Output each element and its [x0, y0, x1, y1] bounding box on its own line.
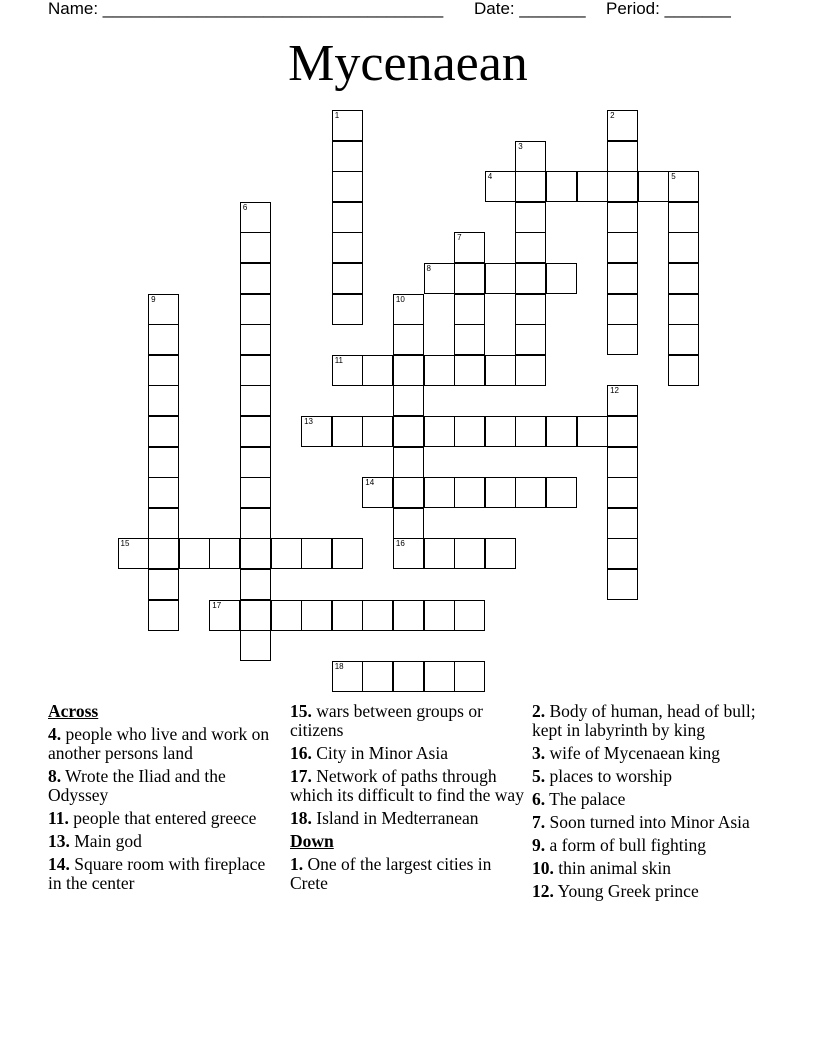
crossword-cell[interactable]	[301, 538, 332, 569]
crossword-cell[interactable]	[332, 110, 363, 141]
crossword-cell[interactable]	[454, 324, 485, 355]
crossword-cell[interactable]	[607, 416, 638, 447]
crossword-cell[interactable]	[332, 171, 363, 202]
clue-number: 14	[365, 478, 375, 488]
crossword-cell[interactable]	[148, 447, 179, 478]
crossword-cell[interactable]	[240, 508, 271, 539]
clues-column-2	[290, 702, 525, 897]
clue-number: 2	[610, 111, 615, 120]
clue-number: 3	[518, 141, 523, 151]
crossword-cell[interactable]	[271, 600, 302, 631]
clue-across-11: 11. people that entered greece	[48, 808, 257, 828]
crossword-cell[interactable]	[454, 477, 485, 508]
crossword-cell[interactable]	[240, 202, 271, 233]
crossword-cell[interactable]	[454, 355, 485, 386]
crossword-cell[interactable]	[546, 171, 577, 202]
crossword-cell[interactable]	[240, 385, 271, 416]
crossword-cell[interactable]	[362, 416, 393, 447]
crossword-cell[interactable]	[668, 355, 699, 386]
crossword-cell[interactable]	[209, 600, 240, 631]
crossword-cell[interactable]	[148, 477, 179, 508]
crossword-cell[interactable]	[607, 171, 638, 202]
crossword-cell[interactable]	[424, 263, 455, 294]
crossword-cell[interactable]	[118, 538, 149, 569]
crossword-cell[interactable]	[301, 416, 332, 447]
crossword-cell[interactable]	[240, 416, 271, 447]
crossword-cell[interactable]	[148, 324, 179, 355]
crossword-cell[interactable]	[393, 538, 424, 569]
crossword-cell[interactable]	[240, 263, 271, 294]
crossword-cell[interactable]	[393, 294, 424, 325]
clue-across-13: 13. Main god	[48, 831, 142, 851]
crossword-cell[interactable]	[607, 324, 638, 355]
crossword-cell[interactable]	[393, 416, 424, 447]
crossword-cell[interactable]	[607, 202, 638, 233]
crossword-cell[interactable]	[454, 294, 485, 325]
crossword-cell[interactable]	[332, 294, 363, 325]
crossword-cell[interactable]	[638, 171, 669, 202]
crossword-cell[interactable]	[148, 294, 179, 325]
crossword-cell[interactable]	[485, 263, 516, 294]
crossword-cell[interactable]	[301, 600, 332, 631]
crossword-cell[interactable]	[148, 538, 179, 569]
clues-column-1	[48, 702, 283, 897]
clue-down-1: 1. One of the largest cities in Crete	[290, 854, 492, 893]
crossword-cell[interactable]	[393, 385, 424, 416]
crossword-cell[interactable]	[332, 141, 363, 172]
clue-number: 6	[242, 202, 248, 212]
clue-down-12: 12. Young Greek prince	[532, 881, 699, 901]
crossword-cell[interactable]	[179, 538, 210, 569]
crossword-cell[interactable]	[332, 600, 363, 631]
crossword-cell[interactable]	[393, 355, 424, 386]
crossword-cell[interactable]	[668, 232, 699, 263]
clue-number: 1	[334, 111, 340, 120]
clues-column-3	[532, 702, 767, 905]
crossword-cell[interactable]	[454, 661, 485, 692]
crossword-cell[interactable]	[515, 477, 546, 508]
crossword-cell[interactable]	[515, 263, 546, 294]
crossword-cell[interactable]	[607, 447, 638, 478]
crossword-cell[interactable]	[485, 171, 516, 202]
clue-across-4: 4. people who live and work on another persons land	[48, 724, 270, 763]
clue-down-7: 7. Soon turned into Minor Asia	[532, 812, 750, 832]
crossword-cell[interactable]	[607, 477, 638, 508]
crossword-cell[interactable]	[332, 202, 363, 233]
clue-across-16: 16. City in Minor Asia	[290, 743, 448, 763]
crossword-cell[interactable]	[607, 508, 638, 539]
crossword-cell[interactable]	[362, 477, 393, 508]
crossword-cell[interactable]	[485, 416, 516, 447]
crossword-cell[interactable]	[607, 569, 638, 600]
date-field-label[interactable]: Date: _______	[474, 0, 586, 18]
clue-number: 5	[671, 172, 676, 182]
clue-number: 11	[334, 355, 343, 365]
clue-down-3: 3. wife of Mycenaean king	[532, 743, 721, 763]
crossword-cell[interactable]	[424, 600, 455, 631]
clue-number: 13	[304, 417, 313, 426]
crossword-cell[interactable]	[577, 416, 608, 447]
clue-number: 16	[395, 539, 405, 549]
clue-across-15: 15. wars between groups or citizens	[290, 701, 483, 740]
crossword-cell[interactable]	[607, 110, 638, 141]
crossword-cell[interactable]	[332, 416, 363, 447]
crossword-cell[interactable]	[271, 538, 302, 569]
crossword-cell[interactable]	[515, 355, 546, 386]
crossword-cell[interactable]	[393, 477, 424, 508]
crossword-cell[interactable]	[515, 416, 546, 447]
clue-across-8: 8. Wrote the Iliad and the Odyssey	[48, 766, 226, 805]
clue-down-9: 9. a form of bull fighting	[532, 835, 707, 855]
crossword-cell[interactable]	[546, 416, 577, 447]
crossword-cell[interactable]	[240, 294, 271, 325]
crossword-cell[interactable]	[240, 569, 271, 600]
crossword-cell[interactable]	[546, 263, 577, 294]
clue-down-5: 5. places to worship	[532, 766, 672, 786]
crossword-cell[interactable]	[240, 538, 271, 569]
clue-number: 8	[426, 264, 431, 273]
crossword-cell[interactable]	[148, 355, 179, 386]
clue-number: 9	[151, 294, 156, 304]
crossword-cell[interactable]	[485, 355, 516, 386]
crossword-cell[interactable]	[668, 324, 699, 355]
crossword-cell[interactable]	[668, 202, 699, 233]
crossword-cell[interactable]	[240, 447, 271, 478]
crossword-cell[interactable]	[393, 600, 424, 631]
crossword-cell[interactable]	[515, 171, 546, 202]
crossword-cell[interactable]	[454, 538, 485, 569]
crossword-cell[interactable]	[577, 171, 608, 202]
crossword-cell[interactable]	[546, 477, 577, 508]
crossword-cell[interactable]	[332, 232, 363, 263]
crossword-cell[interactable]	[148, 508, 179, 539]
crossword-cell[interactable]	[393, 661, 424, 692]
crossword-cell[interactable]	[362, 355, 393, 386]
crossword-cell[interactable]	[148, 569, 179, 600]
crossword-cell[interactable]	[362, 661, 393, 692]
crossword-cell[interactable]	[424, 416, 455, 447]
crossword-cell[interactable]	[485, 477, 516, 508]
crossword-cell[interactable]	[454, 416, 485, 447]
crossword-cell[interactable]	[424, 538, 455, 569]
crossword-cell[interactable]	[515, 202, 546, 233]
crossword-cell[interactable]	[668, 294, 699, 325]
crossword-cell[interactable]	[454, 263, 485, 294]
crossword-cell[interactable]	[240, 355, 271, 386]
crossword-cell[interactable]	[607, 294, 638, 325]
clue-across-18: 18. Island in Medterranean	[290, 808, 479, 828]
crossword-cell[interactable]	[393, 508, 424, 539]
crossword-cell[interactable]	[515, 141, 546, 172]
clue-number: 12	[610, 386, 619, 396]
crossword-cell[interactable]	[240, 600, 271, 631]
crossword-cell[interactable]	[240, 232, 271, 263]
crossword-cell[interactable]	[424, 661, 455, 692]
crossword-cell[interactable]	[362, 600, 393, 631]
crossword-cell[interactable]	[515, 324, 546, 355]
clue-number: 17	[212, 600, 222, 610]
crossword-cell[interactable]	[148, 385, 179, 416]
crossword-cell[interactable]	[240, 630, 271, 661]
crossword-cell[interactable]	[454, 600, 485, 631]
crossword-cell[interactable]	[240, 477, 271, 508]
crossword-cell[interactable]	[424, 355, 455, 386]
page-title: Mycenaean	[288, 35, 528, 92]
clue-number: 15	[120, 539, 130, 549]
crossword-cell[interactable]	[209, 538, 240, 569]
crossword-cell[interactable]	[515, 294, 546, 325]
clue-number: 18	[334, 661, 344, 671]
crossword-cell[interactable]	[607, 232, 638, 263]
crossword-cell[interactable]	[607, 141, 638, 172]
crossword-cell[interactable]	[332, 355, 363, 386]
crossword-cell[interactable]	[607, 263, 638, 294]
crossword-cell[interactable]	[607, 385, 638, 416]
crossword-cell[interactable]	[393, 324, 424, 355]
clue-across-14: 14. Square room with fireplace in the center	[48, 854, 266, 893]
crossword-cell[interactable]	[515, 232, 546, 263]
crossword-cell[interactable]	[148, 600, 179, 631]
crossword-cell[interactable]	[332, 661, 363, 692]
across-heading: Across	[48, 701, 99, 721]
clue-down-6: 6. The palace	[532, 789, 626, 809]
name-field-label[interactable]: Name: ____________________________________	[48, 0, 444, 18]
crossword-cell[interactable]	[332, 538, 363, 569]
crossword-cell[interactable]	[668, 171, 699, 202]
clue-number: 7	[457, 233, 462, 243]
crossword-cell[interactable]	[148, 416, 179, 447]
crossword-cell[interactable]	[424, 477, 455, 508]
crossword-cell[interactable]	[454, 232, 485, 263]
clue-number: 10	[395, 294, 405, 304]
period-field-label[interactable]: Period: _______	[606, 0, 731, 18]
crossword-cell[interactable]	[485, 538, 516, 569]
crossword-cell[interactable]	[668, 263, 699, 294]
clue-number: 4	[487, 172, 493, 182]
crossword-cell[interactable]	[240, 324, 271, 355]
down-heading: Down	[290, 831, 334, 851]
crossword-cell[interactable]	[393, 447, 424, 478]
clue-down-2: 2. Body of human, head of bull; kept in labyrinth by king	[532, 701, 756, 740]
crossword-cell[interactable]	[332, 263, 363, 294]
clue-down-10: 10. thin animal skin	[532, 858, 672, 878]
clue-across-17: 17. Network of paths through which its difficult to find the way	[290, 766, 524, 805]
crossword-cell[interactable]	[607, 538, 638, 569]
